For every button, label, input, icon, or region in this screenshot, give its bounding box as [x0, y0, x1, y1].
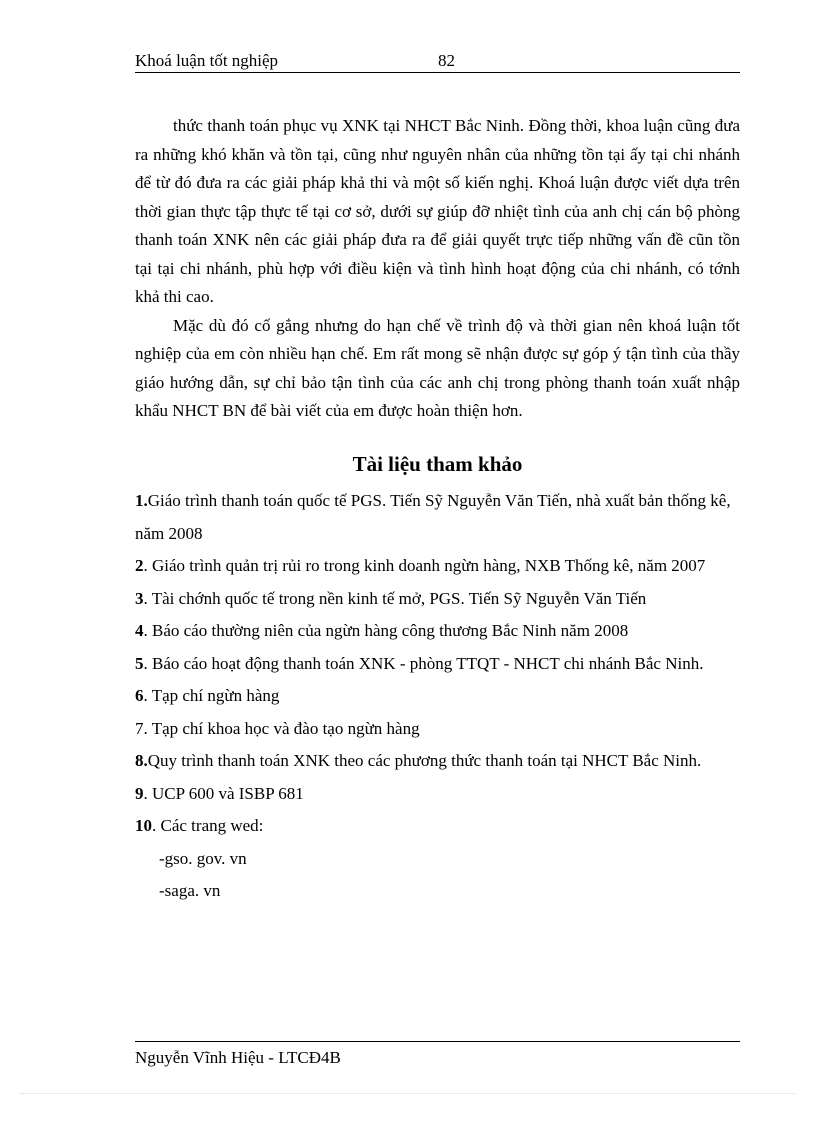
- reference-number: 4: [135, 621, 144, 640]
- reference-number: 6: [135, 686, 144, 705]
- reference-item: [135, 680, 740, 713]
- reference-number: 1.: [135, 491, 148, 510]
- footer-author: Nguyễn Vĩnh Hiệu - LTCĐ4B: [135, 1048, 341, 1067]
- reference-text: . Báo cáo thường niên của ngừn hàng công thương Bắc Ninh năm 2008: [143, 621, 629, 640]
- header-title: Khoá luận tốt nghiệp: [135, 51, 279, 70]
- page-bottom-edge: [20, 1093, 796, 1094]
- reference-number: 2: [135, 556, 144, 575]
- references-list: [135, 485, 740, 908]
- website-item: -saga. vn: [159, 881, 221, 900]
- reference-text: . Các trang wed:: [152, 816, 264, 835]
- reference-number: 5: [135, 653, 144, 673]
- body-text: [135, 112, 740, 426]
- reference-item: [135, 615, 740, 648]
- reference-number: 8.: [135, 751, 148, 770]
- page-footer: [135, 1041, 740, 1070]
- references-title: Tài liệu tham khảo: [352, 452, 523, 476]
- reference-number: 7: [135, 718, 144, 738]
- reference-text: Quy trình thanh toán XNK theo các phương thức thanh toán tại NHCT Bắc Ninh.: [147, 751, 702, 770]
- reference-text: . Tạp chí khoa học và đào tạo ngừn hàng: [143, 718, 420, 738]
- reference-item: [135, 778, 740, 811]
- reference-item: [135, 745, 740, 778]
- reference-text: . Giáo trình quản trị rủi ro trong kinh doanh ngừn hàng, NXB Thống kê, năm 2007: [143, 556, 706, 575]
- reference-text: . UCP 600 và ISBP 681: [143, 783, 304, 803]
- page-number: 82: [438, 51, 455, 70]
- reference-item: [135, 810, 740, 843]
- reference-text: . Tài chớnh quốc tế trong nền kinh tế mở, PGS. Tiến Sỹ Nguyễn Văn Tiến: [143, 588, 647, 608]
- website-item: -gso. gov. vn: [159, 848, 247, 868]
- reference-number: 3: [135, 588, 144, 608]
- reference-text: . Tạp chí ngừn hàng: [143, 686, 280, 705]
- reference-text: Giáo trình thanh toán quốc tế PGS. Tiến Sỹ Nguyễn Văn Tiến, nhà xuất bản thống kê, năm 2008: [135, 491, 731, 543]
- reference-item: [135, 583, 740, 616]
- page-header: [135, 50, 740, 73]
- paragraph: Mặc dù đó cố gắng nhưng do hạn chế về trình độ và thời gian nên khoá luận tốt nghiệp của em còn nhiều hạn chế. Em rất mong sẽ nhận được sự góp ý tận tình của thầy giáo hướng dẫn, sự chỉ bảo tận tình của các anh chị trong phòng thanh toán xuất nhập khẩu NHCT BN để bài viết của em được hoàn thiện hơn.: [135, 315, 740, 420]
- reference-number: 9: [135, 783, 144, 803]
- paragraph: thức thanh toán phục vụ XNK tại NHCT Bắc Ninh. Đồng thời, khoa luận cũng đưa ra những khó khăn và tồn tại, cũng như nguyên nhân của những tồn tại ấy tại chi nhánh để từ đó đưa ra các giải pháp khả thi và một số kiến nghị. Khoá luận được viết dựa trên thời gian thực tập thực tế tại cơ sở, dưới sự giúp đỡ nhiệt tình của anh chị cán bộ phòng thanh toán XNK nên các giải pháp đưa ra để giải quyết trực tiếp những vấn đề cũn tồn tại tại chi nhánh, phù hợp với điều kiện và tình hình hoạt động của chi nhánh, có tớnh khả thi cao.: [135, 116, 740, 306]
- reference-item: [135, 485, 740, 550]
- reference-item: [135, 550, 740, 583]
- reference-item: [135, 713, 740, 746]
- reference-item: [135, 648, 740, 681]
- reference-text: . Báo cáo hoạt động thanh toán XNK - phòng TTQT - NHCT chi nhánh Bắc Ninh.: [143, 653, 704, 673]
- reference-number: 10: [135, 816, 152, 835]
